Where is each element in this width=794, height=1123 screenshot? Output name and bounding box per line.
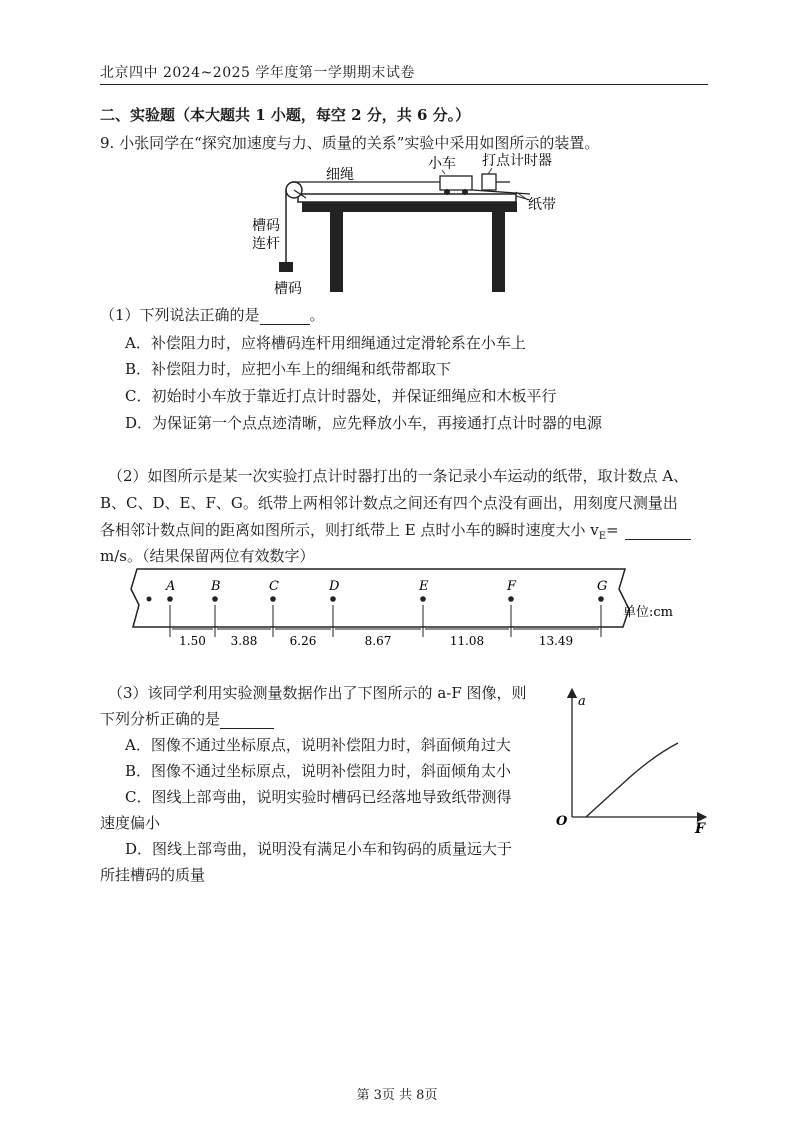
header-divider <box>100 84 708 85</box>
part3-option-c-cont: 速度偏小 <box>100 814 161 832</box>
tape-point-label-C: C <box>269 579 279 594</box>
tape-distance-label: 1.50 <box>179 634 206 648</box>
exam-header: 北京四中 2024~2025 学年度第一学期期末试卷 <box>100 65 415 81</box>
tape-point-label-G: G <box>597 579 608 594</box>
table-leg-left <box>330 212 343 292</box>
rod-label-2: 连杆 <box>252 236 280 252</box>
part2-line-3: 各相邻计数点间的距离如图所示，则打纸带上 E 点时小车的瞬时速度大小 $v_E=$ <box>100 519 691 542</box>
part1-option-c: C．初始时小车放于靠近打点计时器处，并保证细绳应和木板平行 <box>125 387 557 405</box>
part3-line-2: 下列分析正确的是 <box>100 708 274 729</box>
tape-distance-label: 3.88 <box>230 634 258 648</box>
tape-point-C <box>270 596 276 602</box>
part3-option-d-cont: 所挂槽码的质量 <box>100 866 206 884</box>
tape-label: 纸带 <box>528 197 556 213</box>
a-f-graph <box>550 685 720 835</box>
weight <box>279 262 293 272</box>
part1-option-d: D．为保证第一个点点迹清晰，应先释放小车，再接通打点计时器的电源 <box>125 414 603 432</box>
a-f-curve <box>586 743 678 817</box>
part2-answer-blank[interactable] <box>625 521 691 540</box>
question-9-stem: 9. 小张同学在“探究加速度与力、质量的关系”实验中采用如图所示的装置。 <box>100 134 600 152</box>
part3-option-a: A．图像不通过坐标原点，说明补偿阻力时，斜面倾角过大 <box>125 736 511 754</box>
tape-point-E <box>420 596 426 602</box>
part3-answer-blank[interactable] <box>220 710 274 729</box>
rod-label-1: 槽码 <box>252 218 280 234</box>
tape-distance-label: 6.26 <box>289 634 317 648</box>
table-leg-right <box>492 212 505 292</box>
x-axis-label: F <box>695 821 705 835</box>
tape-point-D <box>330 596 336 602</box>
origin-label: O <box>556 814 568 829</box>
part1-option-b: B．补偿阻力时，应把小车上的细绳和纸带都取下 <box>125 360 452 378</box>
rope-label: 细绳 <box>326 167 354 183</box>
ticker-tape-diagram <box>125 565 695 655</box>
tape-point-B <box>212 596 218 602</box>
tape-unit: 单位:cm <box>623 605 673 620</box>
page-number: 第 3页 共 8页 <box>356 1088 438 1103</box>
part3-option-b: B．图像不通过坐标原点，说明补偿阻力时，斜面倾角太小 <box>125 762 512 780</box>
timer <box>482 174 496 190</box>
part1-answer-blank[interactable] <box>260 306 310 325</box>
part3-option-c: C．图线上部弯曲，说明实验时槽码已经落地导致纸带测得 <box>125 788 512 806</box>
part2-line-1: （2）如图所示是某一次实验打点计时器打出的一条记录小车运动的纸带，取计数点 A、 <box>108 467 689 485</box>
board <box>298 194 516 202</box>
part3-line-1: （3）该同学利用实验测量数据作出了下图所示的 a-F 图像，则 <box>108 684 527 702</box>
tape-distance-label: 11.08 <box>449 634 485 648</box>
cart-label: 小车 <box>428 156 456 172</box>
tape-point-A <box>167 596 173 602</box>
tape-distance-label: 8.67 <box>364 634 392 648</box>
tape-point-label-E: E <box>419 579 429 594</box>
tape-point-label-B: B <box>211 579 221 594</box>
tape-point-label-A: A <box>166 579 176 594</box>
weight-label: 槽码 <box>274 281 302 297</box>
part1-option-a: A．补偿阻力时，应将槽码连杆用细绳通过定滑轮系在小车上 <box>125 334 526 352</box>
tape-point-F <box>508 596 514 602</box>
tape-point-label-F: F <box>507 579 517 594</box>
section-title: 二、实验题（本大题共 1 小题，每空 2 分，共 6 分。） <box>100 106 471 124</box>
part2-line-4: m/s。（结果保留两位有效数字） <box>100 547 315 565</box>
timer-label: 打点计时器 <box>482 153 552 169</box>
part2-line-2: B、C、D、E、F、G。纸带上两相邻计数点之间还有四个点没有画出，用刻度尺测量出 <box>100 494 678 512</box>
table-top <box>302 202 517 212</box>
cart <box>440 176 472 190</box>
tape-point-G <box>598 596 604 602</box>
part1-stem: （1）下列说法正确的是 。 <box>100 306 325 324</box>
apparatus-diagram <box>230 152 570 302</box>
tape-point-label-D: D <box>329 579 340 594</box>
y-axis-label: a <box>578 694 586 709</box>
part3-option-d: D．图线上部弯曲，说明没有满足小车和钩码的质量远大于 <box>125 840 513 858</box>
tape-distance-label: 13.49 <box>538 634 574 648</box>
